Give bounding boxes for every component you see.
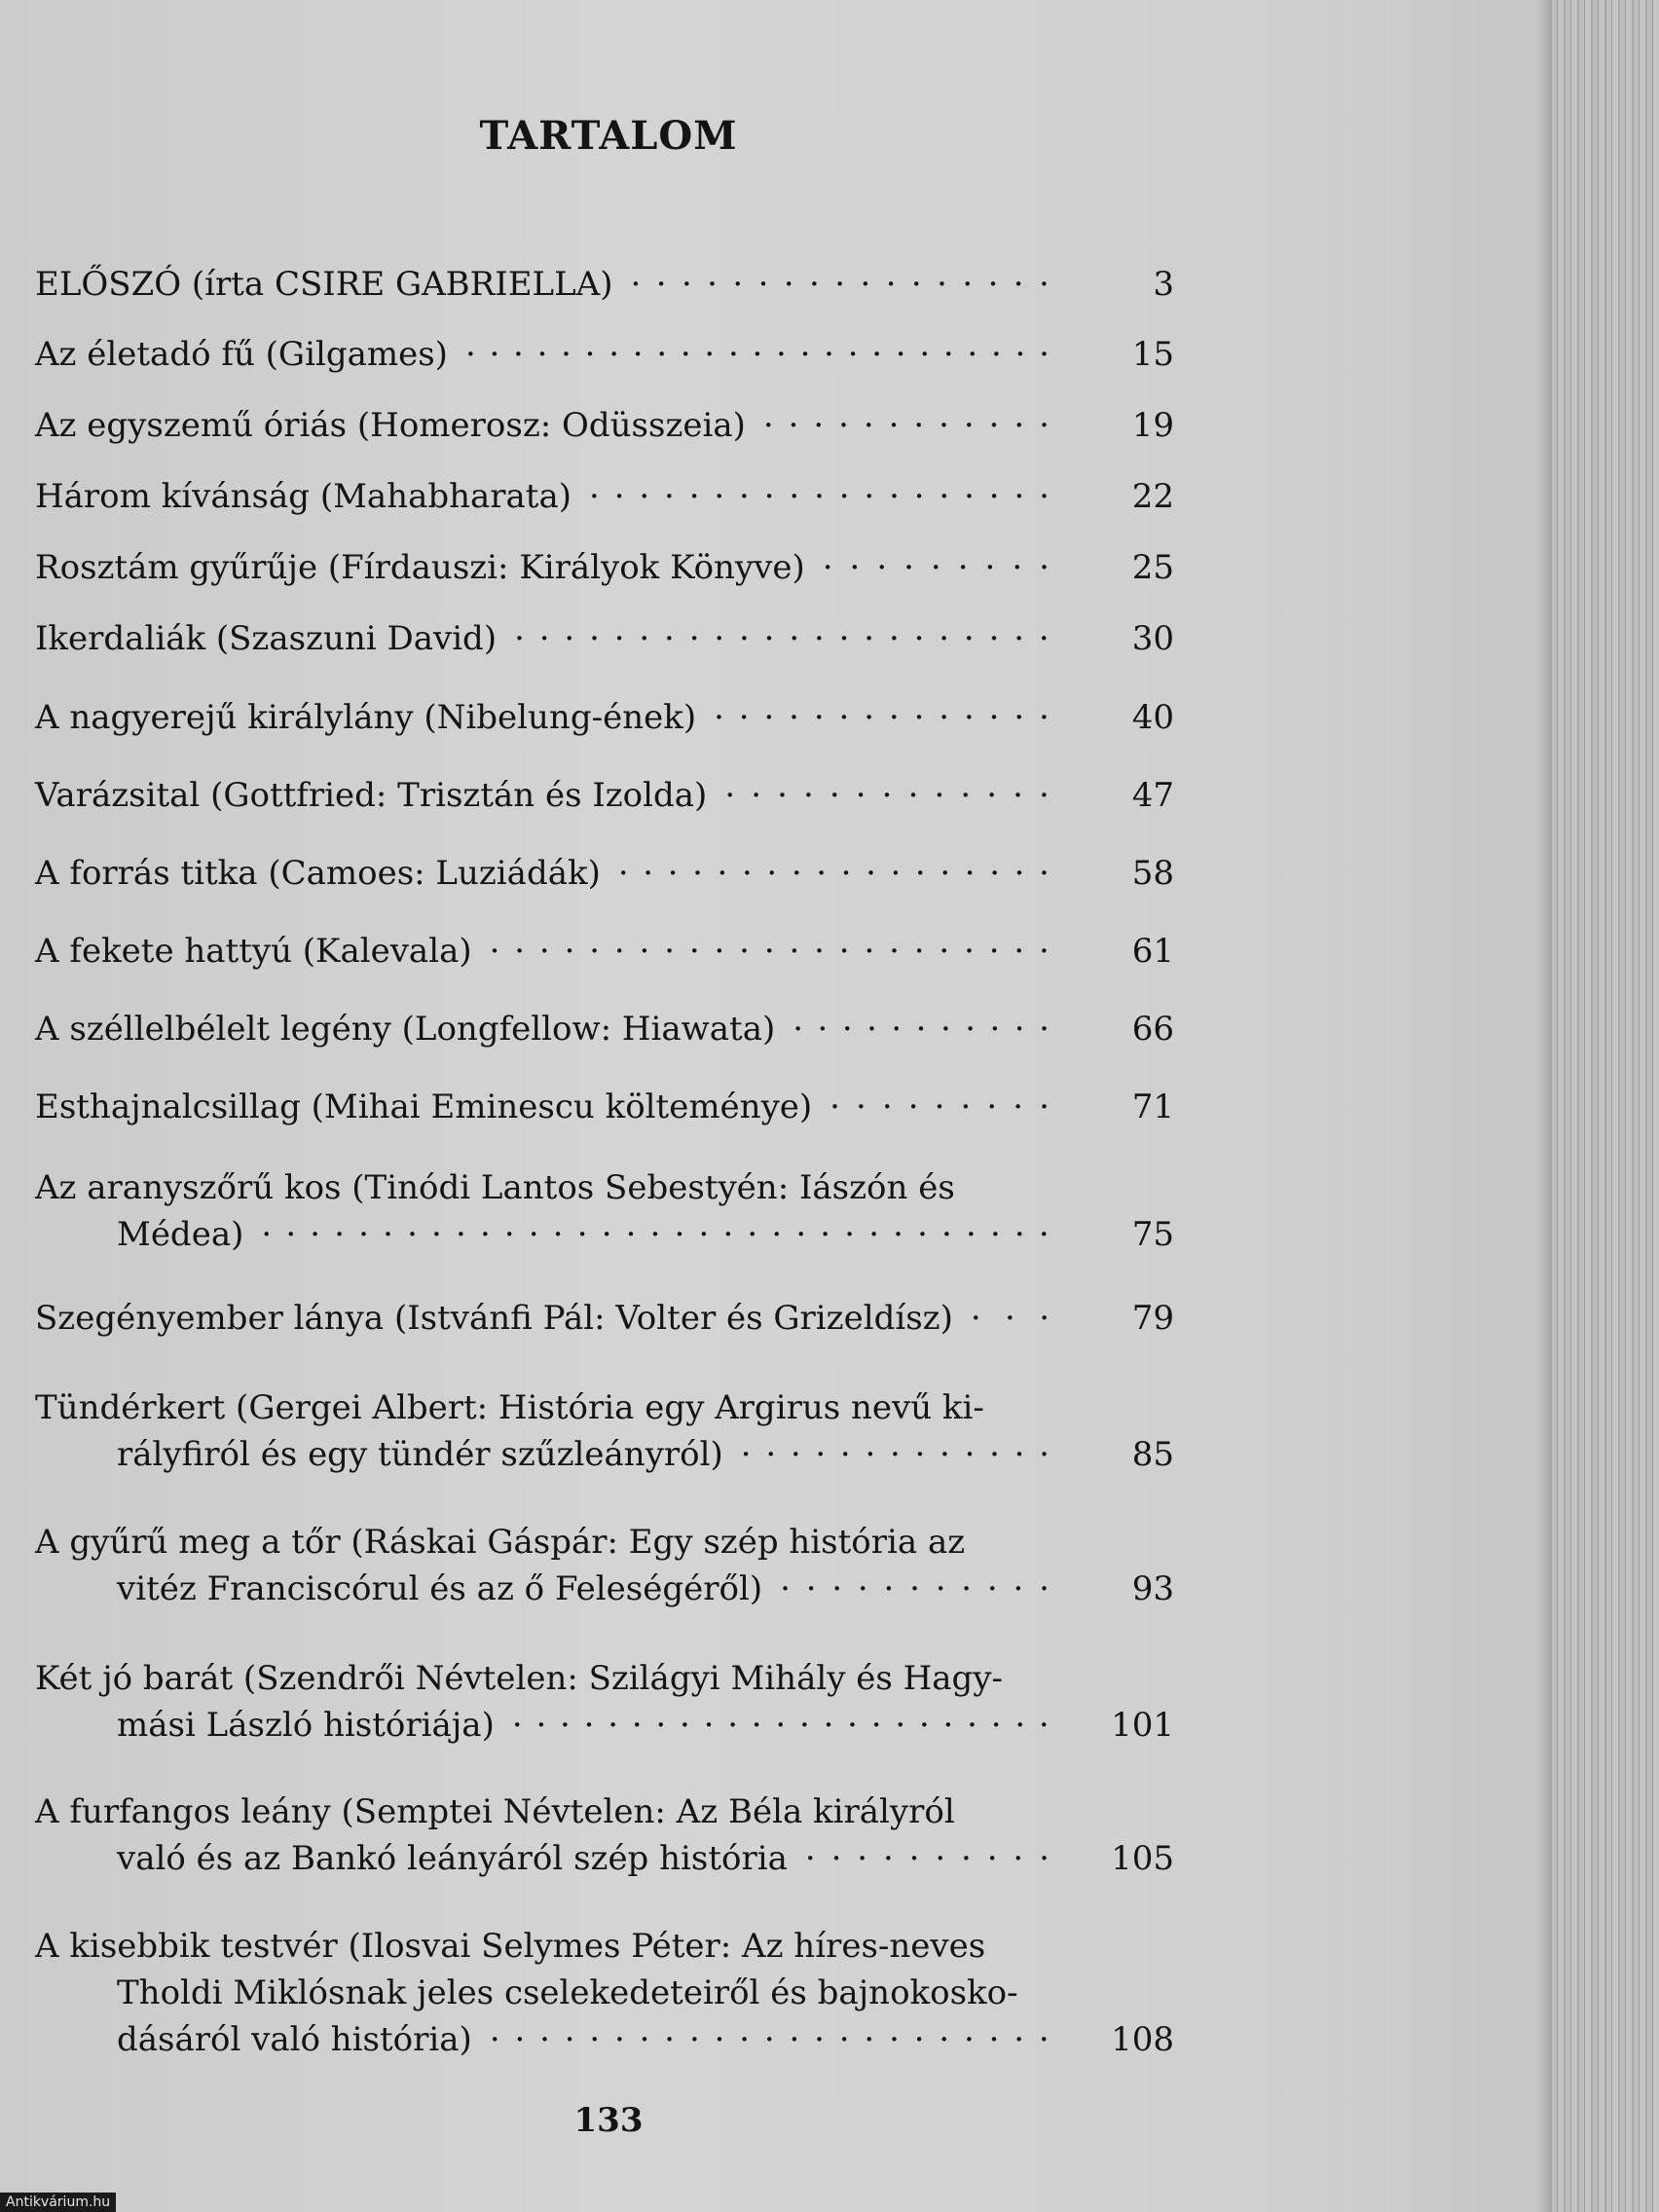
- toc-entry-title: Két jó barát (Szendrői Névtelen: Szilágyi Mihály és Hagy-: [35, 1659, 1003, 1698]
- toc-entry: [35, 1923, 1174, 2063]
- toc-entry: [35, 1788, 1174, 1882]
- toc-page-number: 15: [1131, 335, 1174, 374]
- toc-entry-title: A furfangos leány (Semptei Névtelen: Az Béla királyról: [35, 1792, 955, 1831]
- toc-entry-line: [35, 850, 1174, 897]
- toc-page-number: 71: [1131, 1088, 1174, 1126]
- toc-entry-title: A forrás titka (Camoes: Luziádák): [35, 854, 601, 893]
- toc-entry-line: [35, 928, 1174, 975]
- dot-leader: · · · · · · · · ·: [830, 1088, 1050, 1126]
- toc-entry-line: [35, 1788, 1174, 1835]
- dot-leader: · · · · · · · · · · · · · · · · · ·: [617, 854, 1050, 893]
- toc-entry: [35, 473, 1174, 520]
- toc-entry-title: való és az Bankó leányáról szép história: [117, 1839, 788, 1878]
- toc-page-number: 19: [1131, 406, 1174, 445]
- toc-entry-line: [35, 1702, 1174, 1749]
- toc-entry-title: Esthajnalcsillag (Mihai Eminescu költeménye): [35, 1088, 813, 1126]
- toc-entry-title: A széllelbélelt legény (Longfellow: Hiawata): [35, 1010, 776, 1049]
- toc-entry: [35, 544, 1174, 591]
- toc-entry-title: mási László históriája): [117, 1706, 495, 1745]
- toc-entry: [35, 850, 1174, 897]
- toc-entry-line: [35, 1431, 1174, 1478]
- page-number: 133: [573, 2101, 644, 2140]
- dot-leader: · · · · · · · · ·: [822, 548, 1050, 587]
- toc-entry-title: Tündérkert (Gergei Albert: História egy Argirus nevű ki-: [35, 1388, 984, 1427]
- dot-leader: · · · · · · · · · · ·: [780, 1569, 1050, 1608]
- toc-entry: [35, 1384, 1174, 1478]
- toc-entry-title: Ikerdaliák (Szaszuni David): [35, 619, 498, 658]
- toc-entry-title: Az aranyszőrű kos (Tinódi Lantos Sebestyén: Iászón és: [35, 1168, 955, 1207]
- toc-entry-title: Az egyszemű óriás (Homerosz: Odüsszeia): [35, 406, 746, 445]
- toc-entry-line: [35, 331, 1174, 378]
- dot-leader: · · · · · · · · · · · ·: [762, 406, 1050, 445]
- toc-entry-title: Varázsital (Gottfried: Trisztán és Izolda): [35, 776, 708, 815]
- toc-entry-line: [35, 1835, 1174, 1882]
- toc-entry-title: Rosztám gyűrűje (Fírdauszi: Királyok Könyve): [35, 548, 805, 587]
- toc-entry-line: [35, 1923, 1174, 1970]
- toc-entry-title: rályfiról és egy tündér szűzleányról): [117, 1435, 723, 1474]
- dot-leader: · · · · · · · · · · · · · · · · ·: [630, 265, 1050, 304]
- page-stack-edge: [1550, 0, 1659, 2212]
- toc-entry-title: Tholdi Miklósnak jeles cselekedeteiről és bajnokosko-: [117, 1973, 1018, 2012]
- dot-leader: · · · · · · · · · · · · · · · · · · · · · · ·: [511, 1706, 1050, 1745]
- toc-entry: [35, 615, 1174, 662]
- page-title: TARTALOM: [479, 113, 738, 159]
- dot-leader: · · · · · · · · · · · · · · · · · · · · · ·: [514, 619, 1050, 658]
- toc-page-number: 93: [1131, 1569, 1174, 1608]
- toc-page-number: 3: [1153, 265, 1174, 304]
- toc-entry-line: [35, 402, 1174, 449]
- toc-entry: [35, 1164, 1174, 1258]
- dot-leader: · · · · · · · · · · · · ·: [740, 1435, 1050, 1474]
- dot-leader: · · · · · · · · · · · · · · · · · · ·: [589, 477, 1050, 516]
- toc-page-number: 105: [1111, 1839, 1174, 1878]
- toc-page-number: 58: [1131, 854, 1174, 893]
- toc-entry-title: ELŐSZÓ (írta CSIRE GABRIELLA): [35, 265, 613, 304]
- dot-leader: · · · · · · · · · · · · · · · · · · · · · · · · · · · · · · · · ·: [261, 1215, 1050, 1254]
- toc-page-number: 66: [1131, 1010, 1174, 1049]
- toc-entry-line: [35, 694, 1174, 741]
- toc-entry-line: [35, 544, 1174, 591]
- toc-entry-title: Szegényember lánya (Istvánfi Pál: Volter és Grizeldísz): [35, 1299, 953, 1338]
- toc-entry: [35, 402, 1174, 449]
- toc-entry-line: [35, 1566, 1174, 1612]
- toc-page-number: 79: [1131, 1299, 1174, 1338]
- dot-leader: · · · · · · · · · · · · · · · · · · · · · · · · ·: [464, 335, 1050, 374]
- toc-entry-title: Médea): [117, 1215, 244, 1254]
- toc-entry-title: A nagyerejű királylány (Nibelung-ének): [35, 698, 697, 737]
- toc-entry-title: Három kívánság (Mahabharata): [35, 477, 572, 516]
- toc-page-number: 85: [1131, 1435, 1174, 1474]
- toc-entry: [35, 772, 1174, 819]
- toc-entry: [35, 1006, 1174, 1052]
- toc-entry-title: A kisebbik testvér (Ilosvai Selymes Péter: Az híres-neves: [35, 1927, 986, 1966]
- toc-entry-line: [35, 772, 1174, 819]
- toc-entry-line: [35, 1970, 1174, 2016]
- toc-entry-line: [35, 1164, 1174, 1211]
- toc-page-number: 108: [1111, 2020, 1174, 2059]
- dot-leader: · · · · · · · · · · ·: [793, 1010, 1050, 1049]
- toc-entry-line: [35, 1295, 1174, 1342]
- toc-entry-line: [35, 615, 1174, 662]
- toc-entry-title: A fekete hattyú (Kalevala): [35, 932, 472, 971]
- toc-entry-title: vitéz Franciscórul és az ő Feleségéről): [117, 1569, 763, 1608]
- dot-leader: · · · · · · · · · · · · · · · · · · · · · · ·: [489, 932, 1050, 971]
- dot-leader: · · · · · · · · · ·: [804, 1839, 1050, 1878]
- toc-entry: [35, 928, 1174, 975]
- toc-entry-line: [35, 1084, 1174, 1130]
- toc-entry-line: [35, 261, 1174, 308]
- toc-page-number: 22: [1131, 477, 1174, 516]
- toc-page-number: 40: [1131, 698, 1174, 737]
- toc-entry-line: [35, 2016, 1174, 2063]
- toc-entry-title: A gyűrű meg a tőr (Ráskai Gáspár: Egy szép história az: [35, 1523, 966, 1562]
- dot-leader: · · · · · · · · · · · · · · · · · · · · · · ·: [489, 2020, 1050, 2059]
- toc-page-number: 25: [1131, 548, 1174, 587]
- toc-entry-line: [35, 1519, 1174, 1566]
- toc-entry-line: [35, 1384, 1174, 1431]
- toc-entry: [35, 261, 1174, 308]
- dot-leader: · · · · · · · · · · · · · ·: [714, 698, 1050, 737]
- toc-entry: [35, 1295, 1174, 1342]
- toc-page-number: 61: [1131, 932, 1174, 971]
- toc-entry: [35, 694, 1174, 741]
- toc-entry: [35, 331, 1174, 378]
- toc-entry-title: dásáról való história): [117, 2020, 472, 2059]
- dot-leader: · · · · · · · · · · · · ·: [724, 776, 1050, 815]
- toc-entry-line: [35, 473, 1174, 520]
- toc-page-number: 47: [1131, 776, 1174, 815]
- toc-entry-line: [35, 1006, 1174, 1052]
- dot-leader: · · ·: [970, 1299, 1050, 1338]
- toc-entry-title: Az életadó fű (Gilgames): [35, 335, 448, 374]
- toc-page-number: 75: [1131, 1215, 1174, 1254]
- watermark-label: Antikvárium.hu: [0, 2193, 116, 2212]
- toc-entry-line: [35, 1655, 1174, 1702]
- toc-page-number: 101: [1111, 1706, 1174, 1745]
- toc-entry: [35, 1655, 1174, 1749]
- toc-page-number: 30: [1131, 619, 1174, 658]
- toc-entry: [35, 1519, 1174, 1612]
- toc-entry-line: [35, 1211, 1174, 1258]
- toc-entry: [35, 1084, 1174, 1130]
